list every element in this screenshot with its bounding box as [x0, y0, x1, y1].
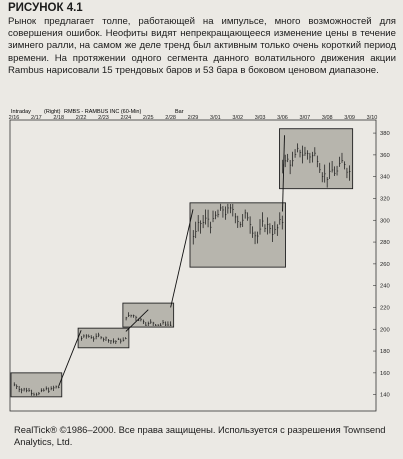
x-tick-label: 3/03 — [254, 115, 266, 121]
x-tick-label: 2/25 — [142, 115, 154, 121]
y-tick-label: 360 — [380, 152, 390, 159]
y-tick-label: 180 — [380, 349, 390, 356]
figure-credit: RealTick® ©1986–2000. Все права защищены. Используется с разрешения Townsend Analytics, Ltd. — [14, 424, 386, 447]
chart-header-style: Bar — [175, 109, 184, 115]
x-tick-label: 3/08 — [321, 115, 333, 121]
stock-chart — [0, 104, 403, 422]
y-tick-label: 380 — [380, 131, 390, 138]
chart-header-side: (Right) — [44, 109, 61, 115]
y-tick-label: 200 — [380, 327, 390, 334]
x-tick-label: 2/22 — [75, 115, 87, 121]
x-tick-label: 3/02 — [232, 115, 244, 121]
y-tick-label: 220 — [380, 305, 390, 312]
x-tick-label: 3/01 — [210, 115, 221, 121]
chart-header-period: Intraday — [11, 109, 31, 115]
x-tick-label: 2/28 — [165, 115, 176, 121]
figure-caption: Рынок предлагает толпе, работающей на импульсе, много возможностей для совершения ошибок. Неофиты видят непрекращающееся изменение цены в течение зимнего ралли, на самом же деле тренд был активным только очень короткий период времени. На протяжении одного сегмента данного волатильного движения акции Rambus нарисовали 15 трендовых баров и 53 бара в боковом ценовом диапазоне. — [8, 16, 396, 76]
x-axis-ticks — [9, 115, 378, 121]
x-tick-label: 3/07 — [299, 115, 311, 121]
trend-line — [59, 330, 81, 386]
range-box — [190, 203, 286, 267]
x-tick-label: 2/17 — [31, 115, 42, 121]
range-boxes — [11, 129, 353, 397]
y-tick-label: 300 — [380, 218, 390, 225]
x-tick-label: 2/24 — [120, 115, 132, 121]
x-tick-label: 3/10 — [366, 115, 378, 121]
y-tick-label: 280 — [380, 240, 390, 247]
y-tick-label: 240 — [380, 283, 390, 290]
chart-header-symbol: RMBS - RAMBUS INC (60-Min) — [64, 109, 142, 115]
y-tick-label: 140 — [380, 392, 390, 399]
x-tick-label: 2/16 — [8, 115, 20, 121]
x-tick-label: 2/29 — [187, 115, 199, 121]
y-tick-label: 320 — [380, 196, 390, 203]
y-axis-ticks — [373, 131, 390, 399]
x-tick-label: 2/23 — [98, 115, 109, 121]
y-tick-label: 160 — [380, 370, 390, 377]
x-tick-label: 2/18 — [53, 115, 65, 121]
x-tick-label: 3/06 — [277, 115, 288, 121]
y-tick-label: 260 — [380, 261, 390, 268]
x-tick-label: 3/09 — [344, 115, 355, 121]
y-tick-label: 340 — [380, 174, 390, 181]
figure-title: РИСУНОК 4.1 — [8, 2, 83, 14]
